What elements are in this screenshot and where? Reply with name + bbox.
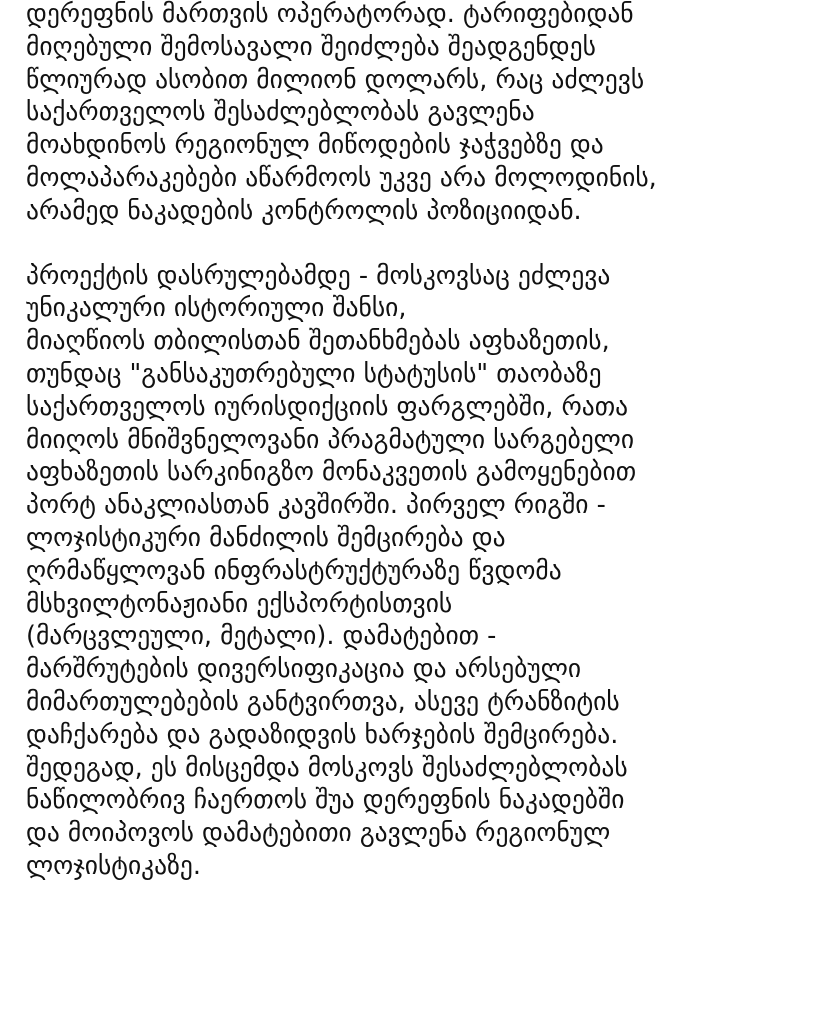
text-line: წლიურად ასობით მილიონ დოლარს, რაც აძლევს: [26, 64, 645, 95]
text-line: საქართველოს იურისდიქციის ფარგლებში, რათა: [26, 391, 629, 422]
text-line: შედეგად, ეს მისცემდა მოსკოვს შესაძლებლობას: [26, 752, 628, 783]
text-line: დერეფნის მართვის ოპერატორად. ტარიფებიდან: [26, 0, 634, 29]
text-line: მსხვილტონაჟიანი ექსპორტისთვის: [26, 588, 453, 619]
text-line: უნიკალური ისტორიული შანსი,: [26, 293, 407, 324]
paragraph-2: [26, 260, 810, 883]
text-line: და მოიპოვოს დამატებითი გავლენა რეგიონულ: [26, 818, 611, 849]
text-line: პორტ ანაკლიასთან კავშირში. პირველ რიგში -: [26, 490, 606, 521]
text-line: ლოჯისტიკაზე.: [26, 850, 201, 881]
text-line: აფხაზეთის სარკინიგზო მონაკვეთის გამოყენებით: [26, 457, 637, 488]
text-line: (მარცვლეული, მეტალი). დამატებით -: [26, 621, 497, 652]
text-line: საქართველოს შესაძლებლობას გავლენა: [26, 97, 535, 128]
text-line: მიმართულებების განტვირთვა, ასევე ტრანზიტის: [26, 686, 620, 717]
text-line: მიაღწიოს თბილისთან შეთანხმებას აფხაზეთის,: [26, 326, 610, 357]
text-line: თუნდაც "განსაკუთრებული სტატუსის" თაობაზე: [26, 358, 602, 389]
text-line: ნაწილობრივ ჩაერთოს შუა დერეფნის ნაკადებში: [26, 785, 625, 816]
text-line: მიიღოს მნიშვნელოვანი პრაგმატული სარგებელი: [26, 424, 635, 455]
text-line: მოახდინოს რეგიონულ მიწოდების ჯაჭვებზე და: [26, 130, 604, 161]
text-line: არამედ ნაკადების კონტროლის პოზიციიდან.: [26, 195, 582, 226]
text-line: მარშრუტების დივერსიფიკაცია და არსებული: [26, 654, 582, 685]
paragraph-1: [26, 0, 810, 228]
text-line: მოლაპარაკებები აწარმოოს უკვე არა მოლოდინის,: [26, 162, 657, 193]
text-line: ღრმაწყლოვან ინფრასტრუქტურაზე წვდომა: [26, 555, 562, 586]
text-line: პროექტის დასრულებამდე - მოსკოვსაც ეძლევა: [26, 260, 611, 291]
text-line: მიღებული შემოსავალი შეიძლება შეადგენდეს: [26, 31, 596, 62]
text-line: ლოჯისტიკური მანძილის შემცირება და: [26, 522, 506, 553]
text-line: დაჩქარება და გადაზიდვის ხარჯების შემცირება.: [26, 719, 619, 750]
